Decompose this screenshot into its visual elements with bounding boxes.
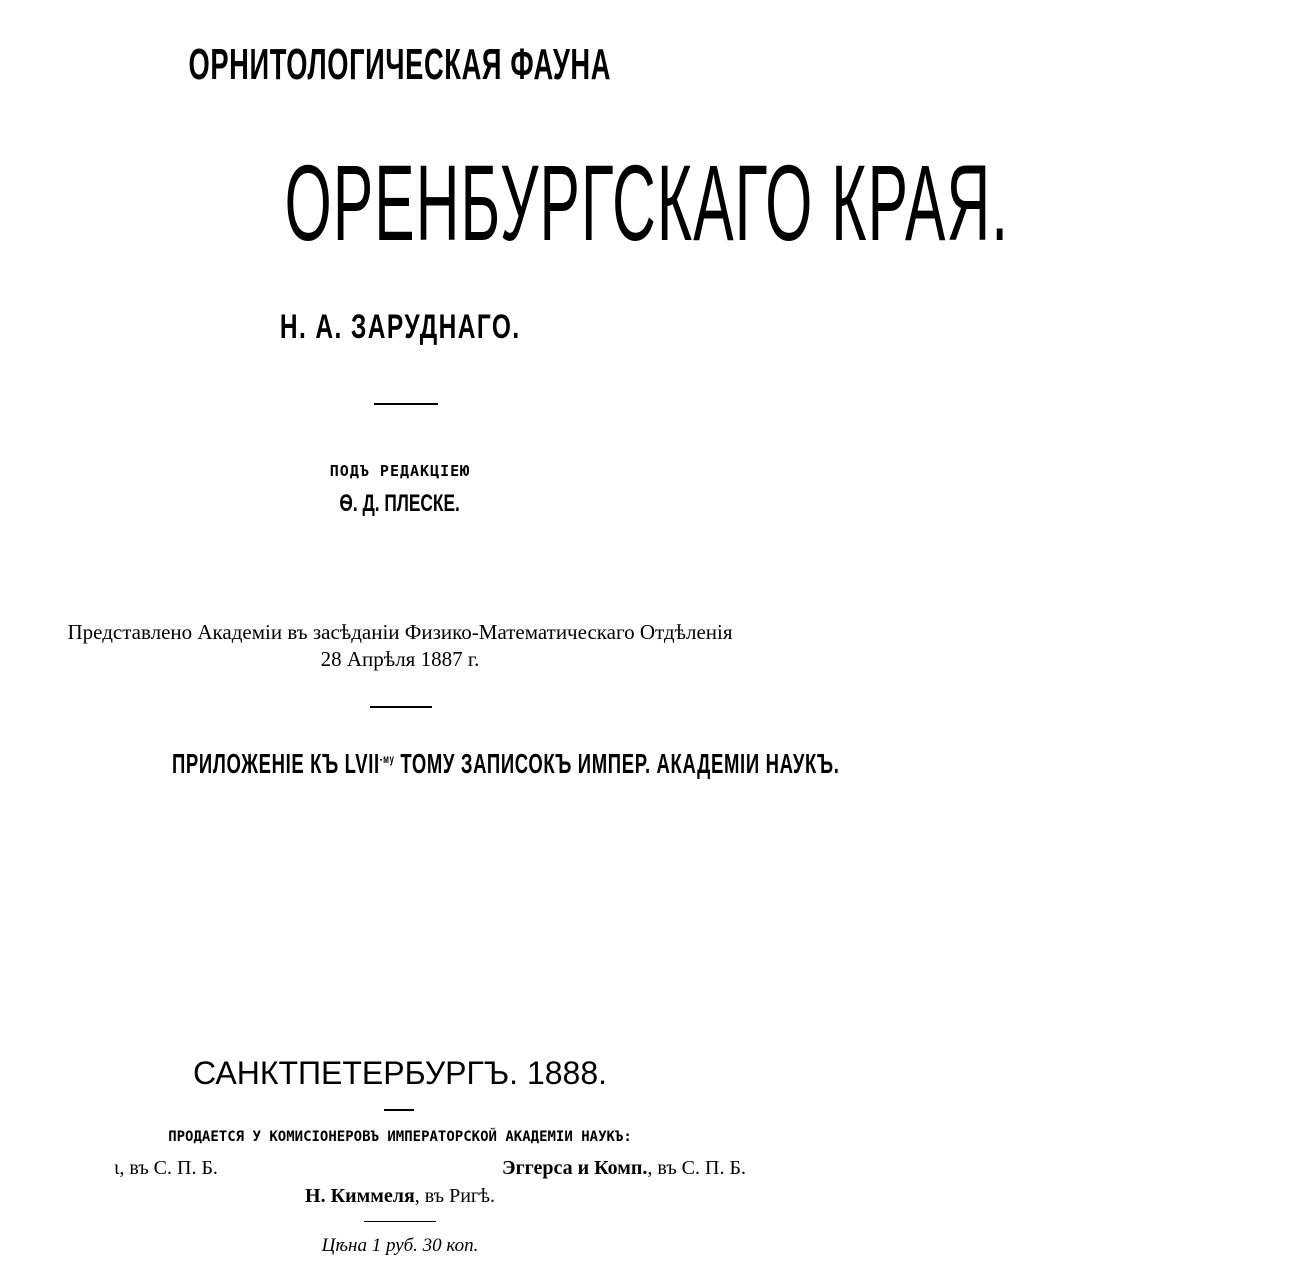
seller-right: [502, 1157, 746, 1180]
author-text: Н. А. ЗАРУДНАГО.: [279, 308, 521, 346]
seller-left: ι, въ С. П. Б.: [114, 1157, 218, 1179]
seller-center-place: , въ Ригѣ.: [414, 1185, 495, 1207]
sold-by-label: ПРОДАЕТСЯ У КОМИСІОНЕРОВЪ ИМПЕРАТОРСКОЙ АКАДЕМІИ НАУКЪ:: [168, 1129, 632, 1145]
seller-right-place: , въ С. П. Б.: [647, 1157, 746, 1179]
page-title: [0, 140, 1010, 265]
presented-line-2: 28 Апрѣля 1887 г.: [320, 647, 480, 671]
divider: [364, 1221, 436, 1222]
supplement-text: [172, 748, 840, 780]
supplement-pre: ПРИЛОЖЕНІЕ КЪ LVII: [171, 748, 380, 779]
editor-name: [0, 490, 800, 518]
title-top: [0, 40, 800, 90]
supplement-superscript: -му: [379, 752, 395, 766]
divider: [384, 1109, 414, 1111]
city-year: САНКТПЕТЕРБУРГЪ. 1888.: [192, 1055, 608, 1091]
seller-center-name: Н. Киммеля: [305, 1185, 415, 1207]
seller-center: [0, 1185, 800, 1208]
seller-right-name: Эггерса и Комп.: [502, 1157, 648, 1179]
divider: [374, 403, 438, 405]
supplement-post: ТОМУ ЗАПИСОКЪ ИМПЕР. АКАДЕМІИ НАУКЪ.: [394, 748, 840, 779]
editor-label: ПОДЪ РЕДАКЦІЕЮ: [329, 462, 471, 480]
supplement-line: [0, 748, 840, 780]
title-top-text: ОРНИТОЛОГИЧЕСКАЯ ФАУНА: [188, 40, 612, 89]
divider: [370, 706, 432, 708]
presented-line-1: Представлено Академіи въ засѣданіи Физико-Математическаго Отдѣленія: [67, 620, 733, 644]
page-title-text: ОРЕНБУРГСКАГО КРАЯ.: [284, 142, 1010, 263]
price: Цѣна 1 руб. 30 коп.: [321, 1235, 479, 1256]
author: [0, 308, 800, 347]
editor-name-text: Ѳ. Д. ПЛЕСКЕ.: [339, 490, 461, 517]
